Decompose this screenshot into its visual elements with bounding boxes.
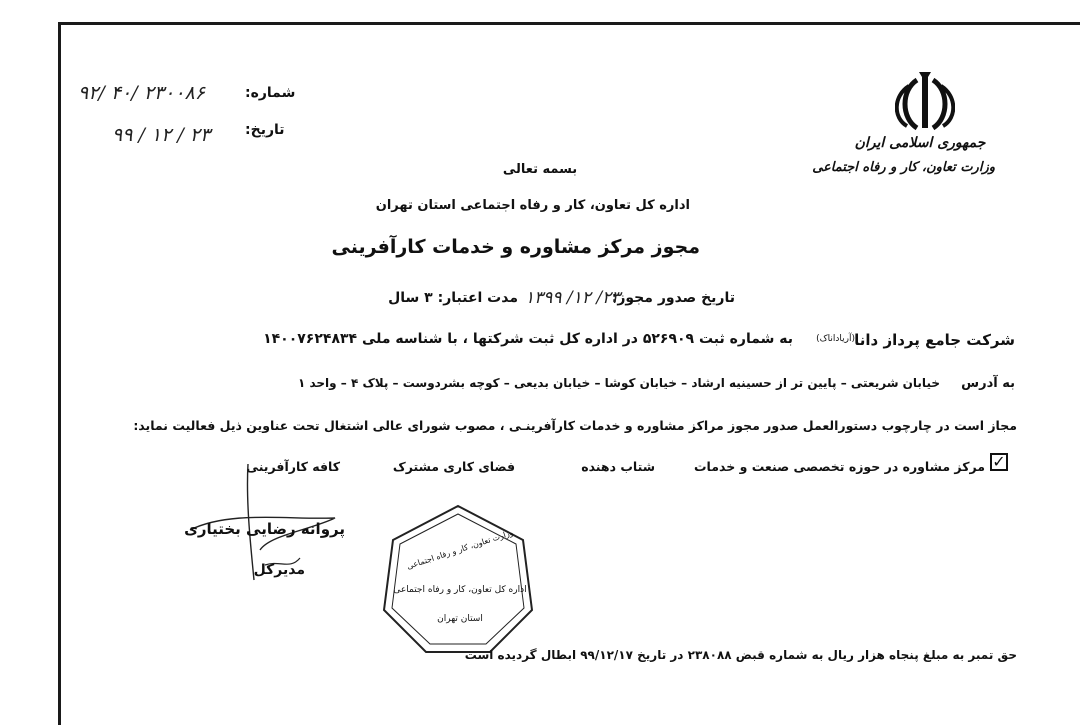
validity-period: مدت اعتبار: ۳ سال <box>388 290 518 306</box>
signatory-role: مدیرکل <box>253 562 305 578</box>
department-name: اداره کل تعاون، کار و رفاه اجتماعی استان تهران <box>375 198 690 213</box>
stamp-top-text: وزارت تعاون، کار و رفاه اجتماعی <box>405 528 515 571</box>
issue-date: ۱۳۹۹ /۱۲ /۲۳ <box>525 288 621 308</box>
letter-number: ۹۲/ ۴۰/ ۲۳۰۰۸۶ <box>78 82 205 104</box>
page-title: مجوز مرکز مشاوره و خدمات کارآفرینی <box>331 236 700 258</box>
address: خیابان شریعتی – پایین تر از حسینیه ارشاد – خیابان کوشا – خیابان بدیعی – کوچه بشردوست – پلاک ۴ – واحد ۱ <box>297 376 940 390</box>
authorization-text: مجاز است در چارچوب دستورالعمل صدور مجوز مراکز مشاوره و خدمات کارآفرینـی ، مصوب شورای عالی اشتغال تحت عناوین ذیل فعالیت نماید: <box>133 418 1017 433</box>
signatory-name: پروانه رضایی بختیاری <box>184 520 345 538</box>
address-label: به آدرس <box>961 376 1015 391</box>
invocation: بسمه تعالی <box>502 162 578 177</box>
iran-emblem-icon <box>895 68 955 136</box>
activity-coworking: فضای کاری مشترک <box>392 459 515 474</box>
official-stamp <box>378 500 538 660</box>
stamp-line-2: استان تهران <box>437 614 483 624</box>
activity-accelerator: شتاب دهنده <box>581 459 655 474</box>
activity-entrepreneurship-cafe: کافه کارآفرینی <box>246 459 340 474</box>
ministry-name: وزارت تعاون، کار و رفاه اجتماعی <box>812 160 995 175</box>
country-name: جمهوری اسلامی ایران <box>854 135 986 151</box>
number-label: شماره: <box>245 85 296 101</box>
stamp-line-1: اداره کل تعاون، کار و رفاه اجتماعی <box>393 585 527 595</box>
letter-date: ۹۹ / ۱۲ / ۲۳ <box>112 124 211 146</box>
scan-margin <box>0 0 1080 22</box>
company-note: (آریاداناک) <box>816 334 855 344</box>
checkbox-checked: ✓ <box>990 453 1008 471</box>
issue-label: تاریخ صدور مجوز: <box>611 290 735 306</box>
date-label: تاریخ: <box>245 122 285 138</box>
company-registration: به شماره ثبت ۵۲۶۹۰۹ در اداره کل ثبت شرکتها ، با شناسه ملی ۱۴۰۰۷۶۲۴۸۳۴ <box>263 331 793 347</box>
activity-consulting: مرکز مشاوره در حوزه تخصصی صنعت و خدمات <box>694 459 985 474</box>
company-name: شرکت جامع پرداز دانا <box>854 331 1015 349</box>
stamp-duty-note: حق تمبر به مبلغ پنجاه هزار ریال به شماره قبض ۲۳۸۰۸۸ در تاریخ ۹۹/۱۲/۱۷ ابطال گردیده است <box>464 648 1017 662</box>
